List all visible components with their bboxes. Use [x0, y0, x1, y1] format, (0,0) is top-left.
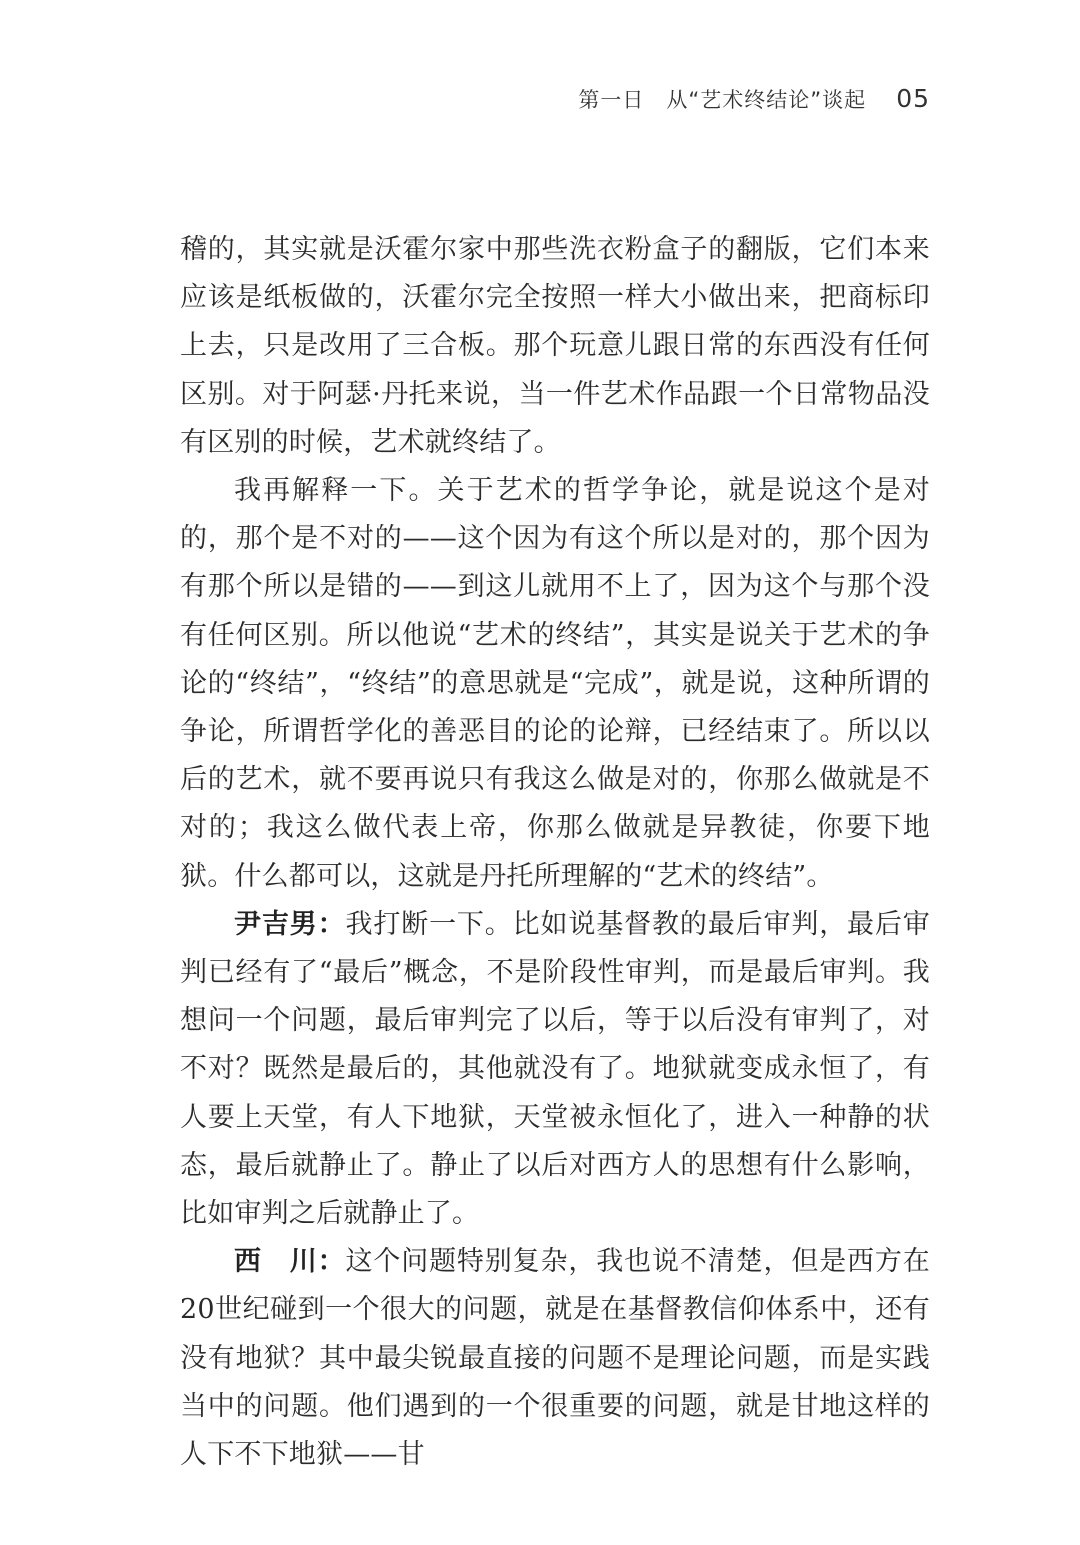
- paragraph-3: [180, 901, 930, 1238]
- paragraph-4: [180, 1238, 930, 1479]
- speaker-label: 尹吉男：: [234, 908, 346, 940]
- paragraph-text: 我打断一下。比如说基督教的最后审判，最后审判已经有了“最后”概念，不是阶段性审判，而是最后审判。我想问一个问题，最后审判完了以后，等于以后没有审判了，对不对？既然是最后的，其他就没有了。地狱就变成永恒了，有人要上天堂，有人下地狱，天堂被永恒化了，进入一种静的状态，最后就静止了。静止了以后对西方人的思想有什么影响，比如审判之后就静止了。: [180, 908, 930, 1230]
- paragraph-1: [180, 226, 930, 467]
- chapter-title: 第一日 从“艺术终结论”谈起: [578, 88, 867, 112]
- body-text: [180, 226, 930, 1479]
- paragraph-text: 我再解释一下。关于艺术的哲学争论，就是说这个是对的，那个是不对的——这个因为有这个所以是对的，那个因为有那个所以是错的——到这儿就用不上了，因为这个与那个没有任何区别。所以他说“艺术的终结”，其实是说关于艺术的争论的“终结”，“终结”的意思就是“完成”，就是说，这种所谓的争论，所谓哲学化的善恶目的论的论辩，已经结束了。所以以后的艺术，就不要再说只有我这么做是对的，你那么做就是不对的；我这么做代表上帝，你那么做就是异教徒，你要下地狱。什么都可以，这就是丹托所理解的“艺术的终结”。: [180, 475, 930, 892]
- paragraph-2: [180, 467, 930, 901]
- paragraph-text: 这个问题特别复杂，我也说不清楚，但是西方在20世纪碰到一个很大的问题，就是在基督教信仰体系中，还有没有地狱？其中最尖锐最直接的问题不是理论问题，而是实践当中的问题。他们遇到的一个很重要的问题，就是甘地这样的人下不下地狱——甘: [180, 1246, 930, 1471]
- running-header: [578, 84, 930, 114]
- paragraph-text: 稽的，其实就是沃霍尔家中那些洗衣粉盒子的翻版，它们本来应该是纸板做的，沃霍尔完全按照一样大小做出来，把商标印上去，只是改用了三合板。那个玩意儿跟日常的东西没有任何区别。对于阿瑟·丹托来说，当一件艺术作品跟一个日常物品没有区别的时候，艺术就终结了。: [180, 234, 930, 458]
- speaker-label: 西 川：: [234, 1246, 346, 1278]
- page-number: 05: [896, 84, 930, 113]
